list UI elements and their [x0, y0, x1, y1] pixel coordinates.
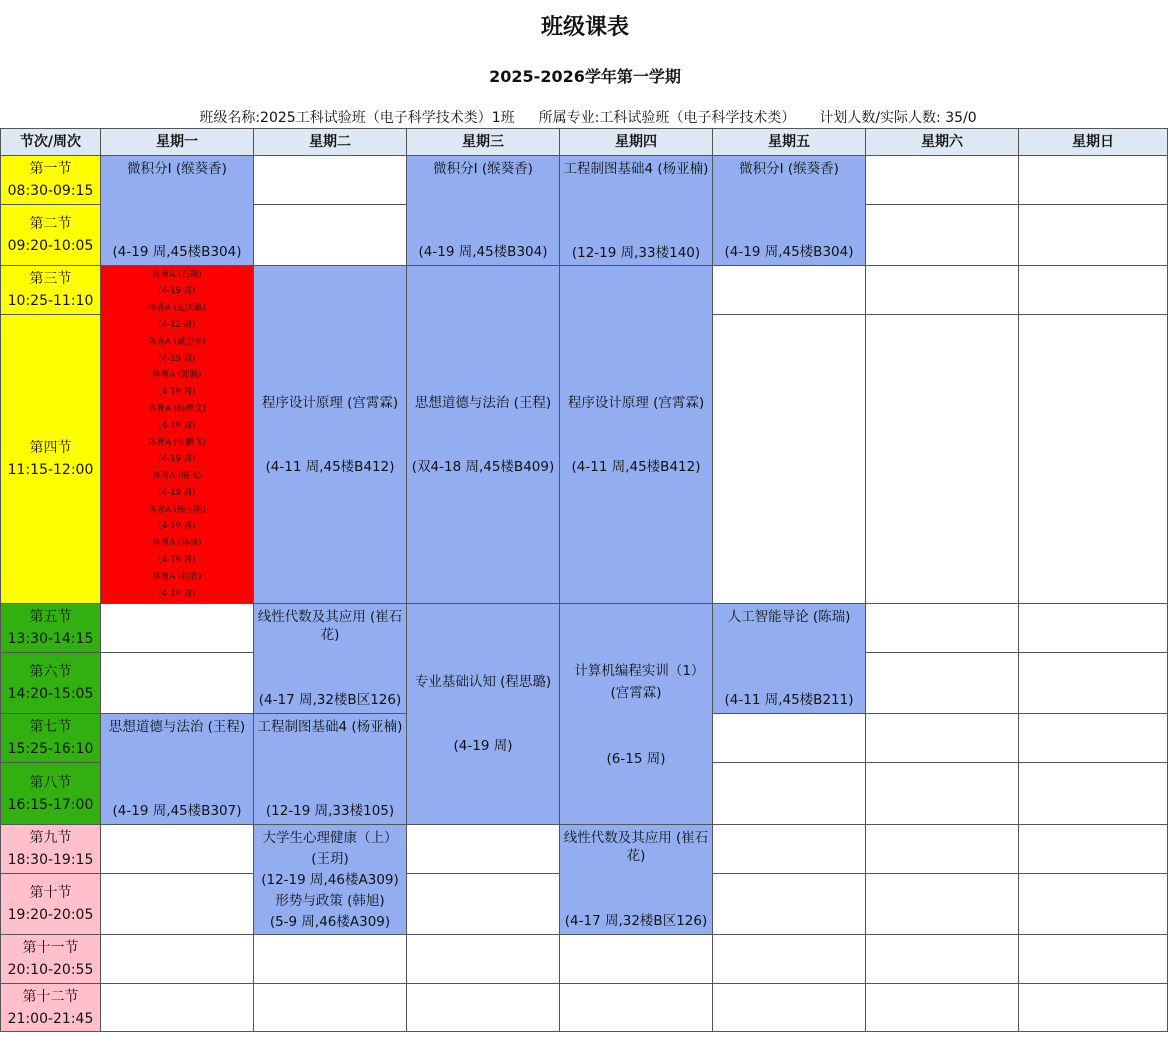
period-5 — [0, 603, 101, 653]
pe-line: (4-19 周) — [158, 588, 196, 598]
period-name: 第一节 — [29, 161, 72, 177]
period-name: 第四节 11:15-12:00 — [7, 440, 94, 478]
empty-cell — [865, 652, 1019, 714]
pe-line: 体育A (石翔) — [152, 269, 202, 279]
empty-cell — [1018, 155, 1168, 205]
period-time: 08:30-09:15 — [7, 183, 94, 199]
page-title: 班级课表 — [540, 15, 629, 40]
pe-line: 体育A (张鹏飞) — [148, 437, 206, 447]
empty-cell — [712, 873, 866, 935]
empty-cell — [253, 155, 407, 205]
course-name: 线性代数及其应用 (崔石花) — [563, 830, 709, 864]
empty-cell — [406, 983, 560, 1032]
empty-cell — [712, 983, 866, 1032]
period-name: 第十二节 — [22, 988, 79, 1005]
header-day-sun: 星期日 — [1018, 128, 1168, 156]
period-name: 第五节 — [29, 609, 72, 625]
period-4 — [0, 314, 101, 604]
pe-line: 体育A (戴卫平) — [148, 336, 206, 347]
empty-cell — [100, 603, 254, 653]
empty-cell — [1018, 204, 1168, 266]
pe-line: 体育A (林枫) — [152, 538, 202, 548]
course-name: 线性代数及其应用 (崔石花) — [257, 609, 403, 643]
period-time: 09:20-10:05 — [7, 238, 94, 254]
period-1 — [0, 155, 101, 205]
pe-line: 体育A (杨博文) — [148, 403, 206, 414]
period-12 — [0, 983, 101, 1032]
period-name: 第七节 — [29, 719, 72, 735]
empty-cell — [1018, 713, 1168, 763]
pe-line: 体育A (郭毅) — [152, 370, 202, 380]
course-cell[interactable] — [712, 603, 866, 714]
course-name: 工程制图基础4 (杨亚楠) — [257, 719, 403, 735]
pe-line: (4-19 周) — [158, 387, 196, 397]
empty-cell — [406, 873, 560, 935]
pe-line: (4-19 周) — [158, 555, 196, 565]
course-cell[interactable] — [712, 155, 866, 266]
empty-cell — [712, 314, 866, 604]
course-cell[interactable] — [253, 603, 407, 714]
period-time: 14:20-15:05 — [7, 686, 94, 702]
course-detail: (4-17 周,32楼B区126) — [564, 913, 708, 929]
course-name: 微积分I (缑葵香) — [127, 161, 227, 177]
major: 所属专业:工科试验班（电子科学技术类） — [538, 110, 796, 126]
course-cell[interactable] — [253, 713, 407, 825]
course-cell[interactable] — [559, 265, 713, 604]
empty-cell — [865, 204, 1019, 266]
period-time: 15:25-16:10 — [7, 741, 94, 757]
period-time: 18:30-19:15 — [7, 852, 94, 868]
course-name: 思想道德与法治 (王程) — [414, 394, 552, 411]
pe-line: (4-19 周) — [158, 487, 196, 498]
pe-line: (4-19 周) — [158, 454, 196, 464]
empty-cell — [865, 934, 1019, 984]
course-cell[interactable] — [100, 713, 254, 825]
empty-cell — [712, 762, 866, 825]
header-day-wed: 星期三 — [406, 128, 560, 156]
empty-cell — [712, 265, 866, 315]
course-cell[interactable] — [406, 265, 560, 604]
period-6 — [0, 652, 101, 714]
empty-cell — [559, 983, 713, 1032]
period-2 — [0, 204, 101, 266]
period-time: 19:20-20:05 — [7, 907, 94, 923]
header-day-mon: 星期一 — [100, 128, 254, 156]
course-name: 工程制图基础4 (杨亚楠) — [563, 161, 709, 177]
course-name: 思想道德与法治 (王程) — [108, 719, 246, 735]
course-detail: (4-19 周) — [453, 738, 513, 754]
headcount: 计划人数/实际人数: 35/0 — [819, 110, 977, 126]
course-name: 人工智能导论 (陈瑞) — [727, 609, 851, 625]
course-cell[interactable] — [559, 824, 713, 935]
empty-cell — [100, 934, 254, 984]
period-name: 第三节 — [29, 271, 72, 287]
period-name: 第十一节 — [22, 940, 79, 956]
course-cell-pe[interactable] — [100, 265, 254, 604]
pe-line: (4-19 周) — [158, 353, 196, 363]
empty-cell — [1018, 265, 1168, 315]
empty-cell — [865, 873, 1019, 935]
empty-cell — [100, 824, 254, 874]
period-3 — [0, 265, 101, 315]
empty-cell — [253, 983, 407, 1032]
empty-cell — [559, 934, 713, 984]
empty-cell — [865, 314, 1019, 604]
period-time: 20:10-20:55 — [7, 962, 94, 978]
course-detail: (4-17 周,32楼B区126) — [258, 692, 402, 708]
course-detail: (4-11 周,45楼B412) — [571, 458, 701, 475]
empty-cell — [865, 265, 1019, 315]
course-name: 计算机编程实训（1）(宫霄霖) — [574, 663, 698, 701]
course-name: 微积分I (缑葵香) — [433, 161, 533, 177]
empty-cell — [100, 983, 254, 1032]
course-name: 微积分I (缑葵香) — [739, 161, 839, 177]
course-detail: (4-19 周,45楼B304) — [724, 244, 854, 260]
period-name: 第八节 — [29, 774, 72, 791]
course-detail: (4-19 周,45楼B304) — [112, 244, 242, 260]
course-name: 专业基础认知 (程思璐) — [414, 674, 552, 690]
course-name: 程序设计原理 (宫霄霖) — [261, 394, 399, 411]
empty-cell — [1018, 824, 1168, 874]
empty-cell — [865, 155, 1019, 205]
header-day-fri: 星期五 — [712, 128, 866, 156]
empty-cell — [253, 204, 407, 266]
course-detail: (12-19 周,33楼105) — [265, 803, 395, 819]
course-detail: (5-9 周,46楼A309) — [269, 914, 391, 930]
period-10 — [0, 873, 101, 935]
course-cell[interactable] — [559, 155, 713, 266]
period-time: 16:15-17:00 — [7, 796, 94, 813]
course-cell[interactable] — [253, 824, 407, 935]
empty-cell — [1018, 762, 1168, 825]
empty-cell — [1018, 983, 1168, 1032]
header-corner: 节次/周次 — [0, 128, 101, 156]
period-name: 第六节 — [29, 664, 72, 680]
course-detail: (4-11 周,45楼B412) — [265, 458, 395, 475]
period-7 — [0, 713, 101, 763]
period-8 — [0, 762, 101, 825]
course-detail: (4-19 周,45楼B304) — [418, 244, 548, 260]
empty-cell — [1018, 873, 1168, 935]
header-day-tue: 星期二 — [253, 128, 407, 156]
pe-line: 体育A (赵欣) — [152, 571, 202, 582]
empty-cell — [712, 713, 866, 763]
empty-cell — [865, 824, 1019, 874]
course-detail: (双4-18 周,45楼B409) — [411, 458, 555, 475]
period-name: 第九节 — [29, 830, 72, 846]
empty-cell — [100, 873, 254, 935]
empty-cell — [865, 713, 1019, 763]
header-day-thu: 星期四 — [559, 128, 713, 156]
course-detail: (6-15 周) — [606, 751, 666, 767]
course-name: 程序设计原理 (宫霄霖) — [567, 394, 705, 411]
empty-cell — [865, 762, 1019, 825]
pe-line: (4-19 周) — [158, 420, 196, 431]
pe-line: 体育A (杨玉明) — [148, 504, 206, 514]
empty-cell — [865, 983, 1019, 1032]
period-time: 21:00-21:45 — [7, 1010, 94, 1027]
empty-cell — [712, 824, 866, 874]
empty-cell — [1018, 652, 1168, 714]
class-info-line — [0, 107, 1170, 127]
course-detail: (4-11 周,45楼B211) — [724, 692, 854, 708]
period-11 — [0, 934, 101, 984]
empty-cell — [1018, 603, 1168, 653]
course-name: 形势与政策 (韩旭) — [275, 893, 385, 909]
empty-cell — [865, 603, 1019, 653]
course-cell[interactable] — [253, 265, 407, 604]
empty-cell — [712, 934, 866, 984]
course-detail: (12-19 周,33楼140) — [571, 245, 701, 261]
period-time: 13:30-14:15 — [7, 631, 94, 647]
empty-cell — [100, 652, 254, 714]
pe-line: 体育A (展飞) — [152, 471, 202, 481]
semester-title: 2025-2026学年第一学期 — [489, 67, 681, 86]
pe-line: 体育A (孟庆嘉) — [148, 303, 206, 313]
pe-line: (4-12 周) — [158, 319, 196, 330]
course-cell[interactable] — [406, 155, 560, 266]
course-cell[interactable] — [100, 155, 254, 266]
course-detail: (12-19 周,46楼A309) — [261, 872, 399, 888]
empty-cell — [253, 934, 407, 984]
period-9 — [0, 824, 101, 874]
period-name: 第二节 — [29, 216, 72, 232]
course-name: 大学生心理健康（上）(王玥) — [262, 830, 398, 867]
pe-line: (4-19 周) — [158, 521, 196, 531]
pe-line: (4-19 周) — [158, 286, 196, 296]
empty-cell — [1018, 934, 1168, 984]
empty-cell — [406, 824, 560, 874]
header-day-sat: 星期六 — [865, 128, 1019, 156]
period-time: 10:25-11:10 — [7, 293, 94, 309]
course-cell[interactable] — [559, 603, 713, 825]
empty-cell — [1018, 314, 1168, 604]
class-name: 班级名称:2025工科试验班（电子科学技术类）1班 — [199, 110, 515, 126]
empty-cell — [406, 934, 560, 984]
period-name: 第十节 — [29, 885, 72, 901]
course-cell[interactable] — [406, 603, 560, 825]
course-detail: (4-19 周,45楼B307) — [112, 803, 242, 819]
